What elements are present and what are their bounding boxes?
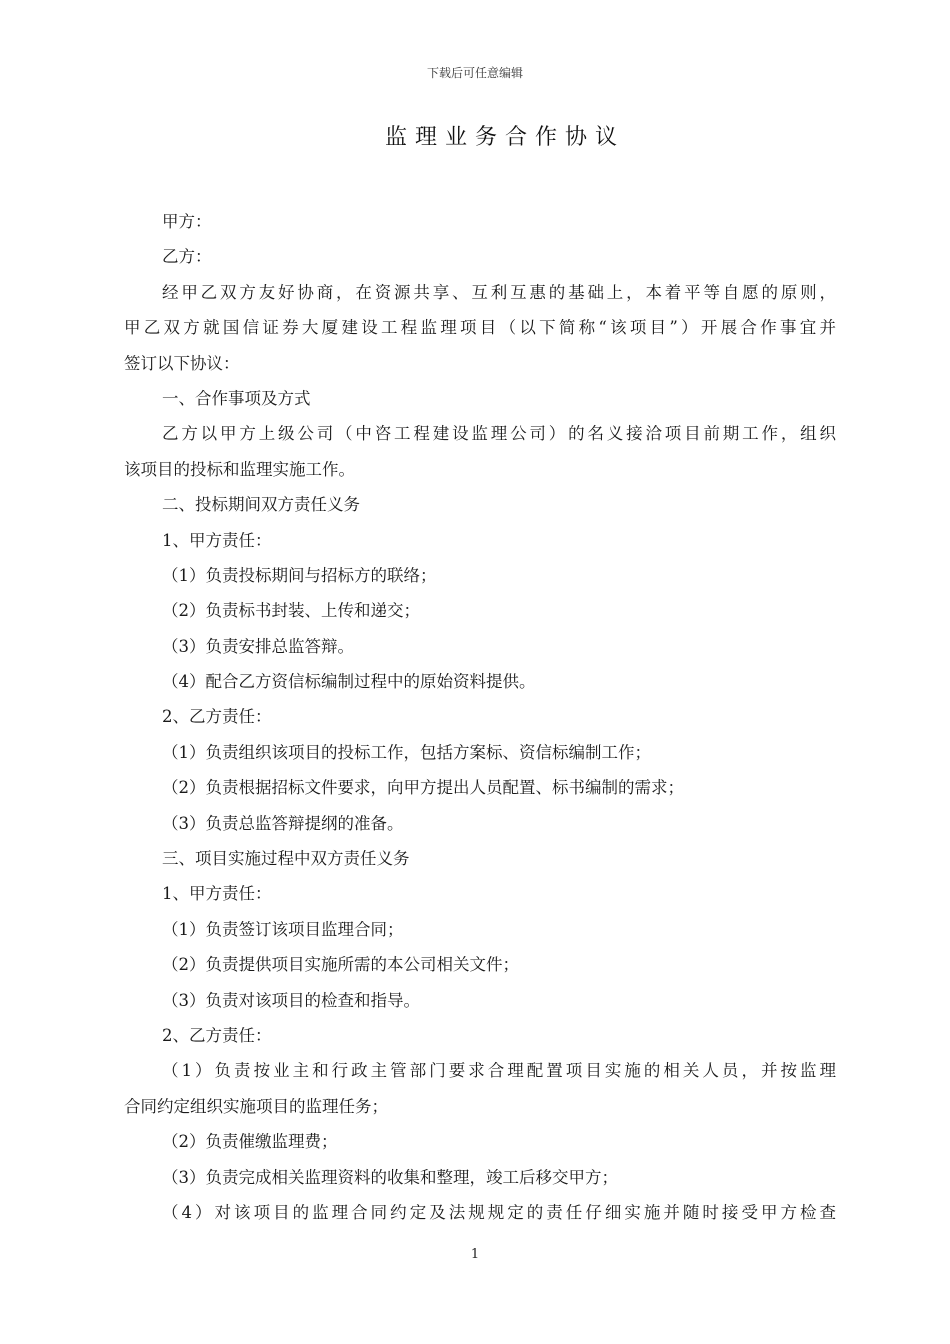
intro-line-1: 经甲乙双方友好协商，在资源共享、互利互惠的基础上，本着平等自愿的原则，: [162, 282, 836, 302]
section3-party-b-item-1-line-2: 合同约定组织实施项目的监理任务；: [124, 1096, 388, 1116]
section1-heading: 一、合作事项及方式: [162, 388, 311, 408]
document-title: 监理业务合作协议: [384, 125, 625, 150]
section2-party-a-heading: 1、甲方责任：: [162, 530, 272, 550]
section2-party-b-item: （1）负责组织该项目的投标工作，包括方案标、资信标编制工作；: [162, 742, 651, 762]
section3-party-a-heading: 1、甲方责任：: [162, 884, 272, 904]
section2-party-a-item: （4）配合乙方资信标编制过程中的原始资料提供。: [162, 672, 536, 692]
section2-party-a-item: （1）负责投标期间与招标方的联络；: [162, 565, 437, 585]
section2-party-b-heading: 2、乙方责任：: [162, 707, 272, 727]
page-number: 1: [470, 1247, 480, 1262]
section2-party-b-item: （2）负责根据招标文件要求，向甲方提出人员配置、标书编制的需求；: [162, 778, 684, 798]
section3-party-a-item: （1）负责签订该项目监理合同；: [162, 919, 404, 939]
section2-party-a-item: （3）负责安排总监答辩。: [162, 636, 354, 656]
section3-party-a-item: （2）负责提供项目实施所需的本公司相关文件；: [162, 955, 519, 975]
section2-party-b-item: （3）负责总监答辩提纲的准备。: [162, 813, 404, 833]
party-a-label: 甲方：: [162, 212, 212, 231]
section3-party-a-item: （3）负责对该项目的检查和指导。: [162, 990, 420, 1010]
section2-heading: 二、投标期间双方责任义务: [162, 495, 360, 515]
section3-heading: 三、项目实施过程中双方责任义务: [162, 849, 410, 869]
intro-line-2: 甲乙双方就国信证券大厦建设工程监理项目（以下简称“该项目”）开展合作事宜并: [124, 318, 836, 338]
party-b-label: 乙方：: [162, 247, 212, 267]
header-note: 下载后可任意编辑: [426, 66, 523, 80]
document-body: [124, 204, 836, 1230]
section2-party-a-item: （2）负责标书封装、上传和递交；: [162, 601, 420, 621]
intro-line-3: 签订以下协议：: [124, 353, 240, 373]
section3-party-b-item: （2）负责催缴监理费；: [162, 1132, 338, 1152]
section3-party-b-item-1-line-1: （1）负责按业主和行政主管部门要求合理配置项目实施的相关人员，并按监理: [162, 1061, 836, 1081]
section3-party-b-heading: 2、乙方责任：: [162, 1025, 272, 1045]
section3-party-b-item: （4）对该项目的监理合同约定及法规规定的责任仔细实施并随时接受甲方检查: [162, 1202, 836, 1222]
section3-party-b-item: （3）负责完成相关监理资料的收集和整理，竣工后移交甲方；: [162, 1167, 618, 1187]
section1-paragraph-line-2: 该项目的投标和监理实施工作。: [124, 459, 355, 479]
section1-paragraph-line-1: 乙方以甲方上级公司（中咨工程建设监理公司）的名义接洽项目前期工作，组织: [162, 424, 836, 444]
